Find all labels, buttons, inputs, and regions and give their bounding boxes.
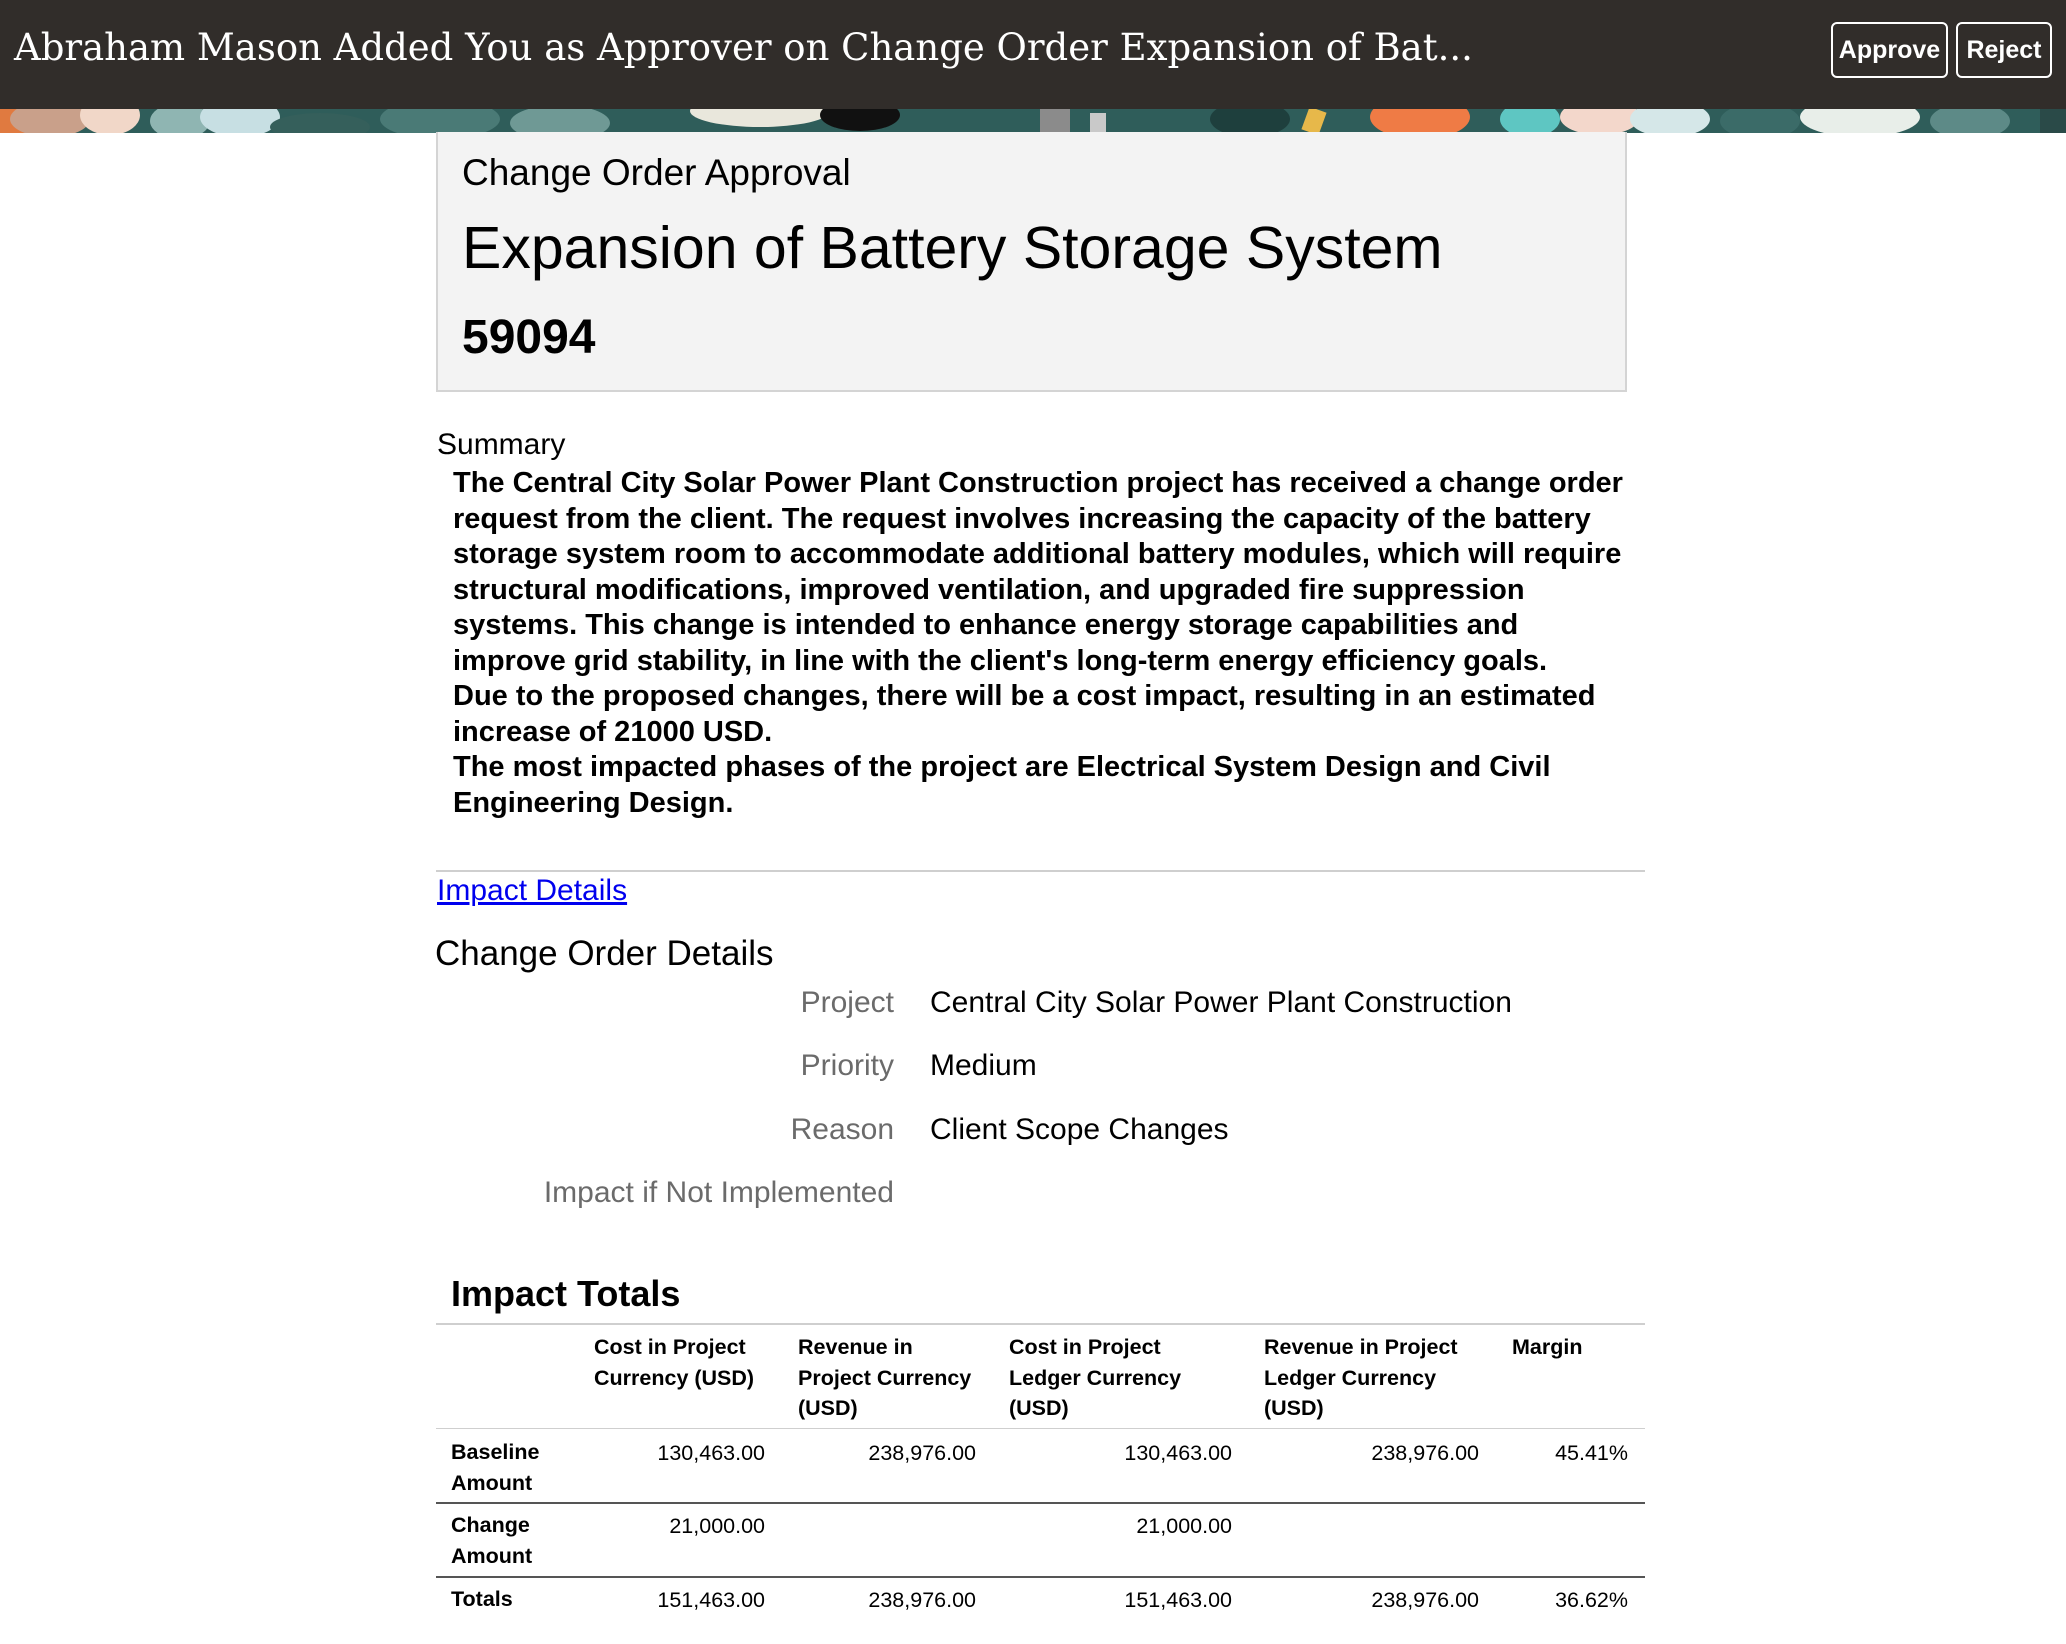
reject-button[interactable]: Reject [1956,22,2052,78]
table-cell: 130,463.00 [1124,1441,1232,1465]
field-value-priority: Medium [930,1049,1037,1082]
approve-button[interactable]: Approve [1831,22,1948,78]
row-label: Totals [451,1587,513,1611]
divider [436,1502,1645,1504]
table-cell: 130,463.00 [657,1441,765,1465]
table-cell: 45.41% [1555,1441,1628,1465]
impact-details-link[interactable]: Impact Details [437,874,628,907]
table-cell: 151,463.00 [657,1588,765,1612]
column-header: Margin [1512,1335,1583,1359]
field-value-project: Central City Solar Power Plant Construction [930,986,1512,1019]
field-label-reason: Reason [790,1113,894,1146]
divider [436,1576,1645,1578]
divider [436,1428,1645,1429]
column-header: Cost in Project Ledger Currency (USD) [1009,1335,1182,1420]
table-cell: 36.62% [1555,1588,1628,1612]
decorative-banner [0,109,2066,133]
table-cell: 238,976.00 [1371,1441,1479,1465]
row-label: Baseline Amount [451,1440,540,1495]
field-value-reason: Client Scope Changes [930,1113,1229,1146]
column-header: Revenue in Project Ledger Currency (USD) [1264,1335,1458,1420]
summary-paragraph: The Central City Solar Power Plant Construction project has received a change order request from the client. The request involves increasing the capacity of the battery storage system room to accommodate additional battery modules, which will require structural modifications, improved ventilation, and upgraded fire suppression systems. This change is intended to enhance energy storage capabilities and improve grid stability, in line with the client's long-term energy efficiency goals. [453,467,1623,677]
change-order-details-heading: Change Order Details [435,934,774,973]
table-cell: 238,976.00 [868,1441,976,1465]
change-order-number: 59094 [462,311,596,364]
field-label-impact-not-implemented: Impact if Not Implemented [543,1176,894,1209]
table-cell: 151,463.00 [1124,1588,1232,1612]
table-cell: 238,976.00 [868,1588,976,1612]
change-order-title: Expansion of Battery Storage System [462,215,1443,281]
impact-totals-heading: Impact Totals [451,1273,681,1314]
change-order-header-card [436,132,1627,392]
summary-text [453,466,1633,821]
divider [436,870,1645,872]
top-bar [0,0,2066,109]
summary-paragraph: The most impacted phases of the project are Electrical System Design and Civil Engineering Design. [453,751,1551,819]
summary-paragraph: Due to the proposed changes, there will be a cost impact, resulting in an estimated increase of 21000 USD. [453,680,1596,748]
table-cell: 21,000.00 [669,1514,765,1538]
row-label: Change Amount [451,1513,533,1568]
divider [436,1323,1645,1325]
card-subtitle: Change Order Approval [462,152,851,193]
table-cell: 238,976.00 [1371,1588,1479,1612]
summary-label: Summary [437,428,566,461]
field-label-priority: Priority [800,1049,894,1082]
notification-title: Abraham Mason Added You as Approver on Change Order Expansion of Bat... [14,26,1473,69]
column-header: Cost in Project Currency (USD) [594,1335,755,1390]
column-header: Revenue in Project Currency (USD) [798,1335,972,1420]
table-cell: 21,000.00 [1136,1514,1232,1538]
field-label-project: Project [800,986,894,1019]
